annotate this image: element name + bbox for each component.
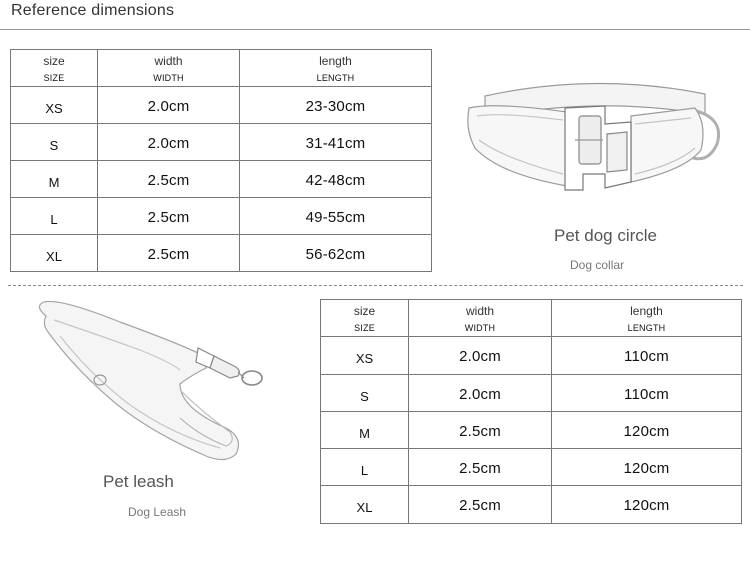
header-label: size xyxy=(353,303,376,318)
length-cell: 110cm xyxy=(552,337,742,375)
header-label: length xyxy=(630,303,663,318)
width-cell: 2.5cm xyxy=(409,449,552,486)
leash-size-table xyxy=(320,299,742,524)
width-cell: 2.5cm xyxy=(98,198,240,235)
header-sublabel: WIDTH xyxy=(464,322,496,333)
title-divider xyxy=(0,29,750,30)
size-cell: XS xyxy=(11,87,98,124)
width-cell: 2.5cm xyxy=(409,486,552,524)
size-cell: S xyxy=(11,124,98,161)
size-cell: M xyxy=(321,412,409,449)
table-row xyxy=(11,235,432,272)
width-cell: 2.0cm xyxy=(409,375,552,412)
width-cell: 2.0cm xyxy=(98,124,240,161)
size-cell: L xyxy=(11,198,98,235)
width-cell: 2.5cm xyxy=(98,235,240,272)
page-title: Reference dimensions xyxy=(11,2,175,19)
width-cell: 2.5cm xyxy=(98,161,240,198)
length-cell: 120cm xyxy=(552,449,742,486)
width-cell: 2.5cm xyxy=(409,412,552,449)
table-row xyxy=(321,486,742,524)
size-cell: S xyxy=(321,375,409,412)
size-cell: XL xyxy=(321,486,409,524)
size-cell: M xyxy=(11,161,98,198)
table-row xyxy=(11,124,432,161)
length-cell: 120cm xyxy=(552,486,742,524)
size-cell: XL xyxy=(11,235,98,272)
table-header-row xyxy=(321,300,742,337)
collar-size-table xyxy=(10,49,432,272)
table-row xyxy=(321,449,742,486)
table-row xyxy=(11,198,432,235)
header-sublabel: SIZE xyxy=(43,72,65,83)
width-cell: 2.0cm xyxy=(98,87,240,124)
dog-collar-illustration xyxy=(455,78,735,208)
header-label: width xyxy=(465,303,494,318)
width-cell: 2.0cm xyxy=(409,337,552,375)
header-width xyxy=(98,50,240,87)
leash-caption-subtitle: Dog Leash xyxy=(128,505,187,519)
header-sublabel: WIDTH xyxy=(153,72,184,83)
header-width xyxy=(409,300,552,337)
table-row xyxy=(11,161,432,198)
leash-caption-title: Pet leash xyxy=(103,472,174,491)
header-sublabel: LENGTH xyxy=(316,72,355,83)
header-length xyxy=(552,300,742,337)
collar-caption-subtitle: Dog collar xyxy=(570,258,625,272)
length-cell: 31-41cm xyxy=(240,124,432,161)
collar-caption-title: Pet dog circle xyxy=(554,226,657,245)
header-sublabel: LENGTH xyxy=(627,322,666,333)
size-cell: L xyxy=(321,449,409,486)
length-cell: 23-30cm xyxy=(240,87,432,124)
length-cell: 56-62cm xyxy=(240,235,432,272)
header-size xyxy=(321,300,409,337)
table-header-row xyxy=(11,50,432,87)
size-cell: XS xyxy=(321,337,409,375)
table-row xyxy=(321,412,742,449)
table-row xyxy=(321,375,742,412)
header-sublabel: SIZE xyxy=(354,322,375,333)
length-cell: 120cm xyxy=(552,412,742,449)
length-cell: 110cm xyxy=(552,375,742,412)
header-size xyxy=(11,50,98,87)
table-row xyxy=(321,337,742,375)
length-cell: 42-48cm xyxy=(240,161,432,198)
section-divider xyxy=(8,285,743,286)
header-label: size xyxy=(43,53,65,68)
header-label: width xyxy=(154,53,183,68)
dog-leash-illustration xyxy=(30,298,270,468)
table-row xyxy=(11,87,432,124)
header-label: length xyxy=(319,53,352,68)
header-length xyxy=(240,50,432,87)
length-cell: 49-55cm xyxy=(240,198,432,235)
